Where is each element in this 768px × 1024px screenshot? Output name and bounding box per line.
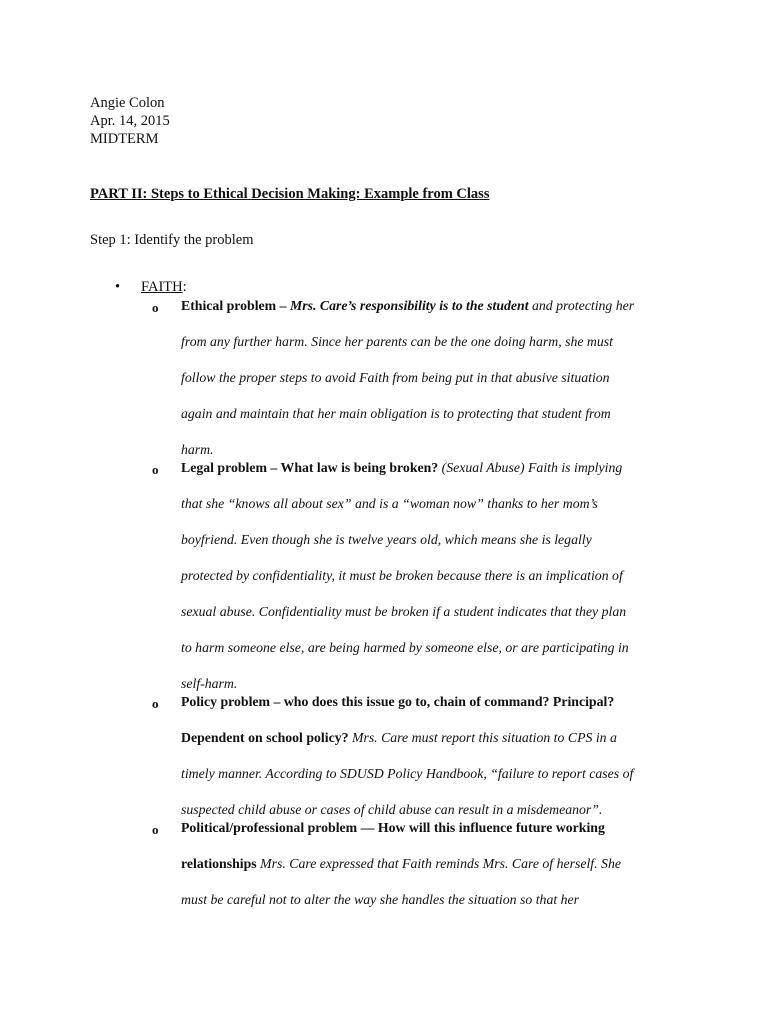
bullet-dot-icon: • (115, 279, 121, 295)
text-line (181, 694, 614, 710)
text-line (181, 676, 237, 692)
item-marker: o (152, 300, 159, 315)
text-segment: self-harm. (181, 676, 238, 691)
text-line (181, 640, 629, 656)
text-segment: sexual abuse. Confidentiality must be broken if a student indicates that they plan (181, 604, 627, 619)
text-line (181, 730, 617, 746)
author-name: Angie Colon (90, 95, 165, 111)
problem-item-ethical (152, 298, 712, 458)
text-line (181, 334, 613, 350)
text-line (181, 892, 579, 908)
text-line (181, 802, 602, 818)
text-segment: that she “knows all about sex” and is a “woman now” thanks to her mom’s (181, 496, 598, 511)
text-segment: from any further harm. Since her parents can be the one doing harm, she must (181, 334, 613, 349)
text-segment: again and maintain that her main obligation is to protecting that student from (181, 406, 611, 421)
text-segment: to harm someone else, are being harmed by someone else, or are participating in (181, 640, 629, 655)
text-line (181, 568, 623, 584)
document-date: Apr. 14, 2015 (90, 113, 170, 129)
part-heading: PART II: Steps to Ethical Decision Making: Example from Class (90, 186, 490, 202)
bullet-label: FAITH (141, 279, 183, 295)
item-marker: o (152, 462, 159, 477)
text-segment: follow the proper steps to avoid Faith from being put in that abusive situation (181, 370, 610, 385)
text-line (181, 298, 634, 314)
text-segment: Ethical problem – (181, 298, 290, 313)
text-segment: (Sexual Abuse) Faith is implying (441, 460, 623, 475)
text-segment: Mrs. Care expressed that Faith reminds Mrs. Care of herself. She (260, 856, 621, 871)
text-segment: protected by confidentiality, it must be broken because there is an implication of (181, 568, 623, 583)
text-segment: Mrs. Care’s responsibility is to the student (289, 298, 529, 313)
text-segment: Policy problem – who does this issue go to, chain of command? Principal? (181, 694, 615, 709)
text-line (181, 766, 633, 782)
text-segment: must be careful not to alter the way she handles the situation so that her (181, 892, 580, 907)
problem-item-legal (152, 460, 712, 692)
problem-item-policy (152, 694, 712, 818)
text-segment: relationships (181, 856, 261, 871)
text-line (181, 820, 605, 836)
text-line (181, 496, 598, 512)
item-marker: o (152, 696, 159, 711)
text-segment: Mrs. Care must report this situation to CPS in a (351, 730, 617, 745)
text-segment: Political/professional problem — How will this influence future working (181, 820, 605, 835)
text-line (181, 532, 592, 548)
text-segment: and protecting her (528, 298, 635, 313)
text-line (181, 370, 610, 386)
text-segment: Legal problem – What law is being broken? (181, 460, 442, 475)
problem-item-political (152, 820, 712, 930)
text-line (181, 460, 622, 476)
text-segment: suspected child abuse or cases of child abuse can result in a misdemeanor”. (181, 802, 603, 817)
text-line (181, 604, 626, 620)
text-segment: harm. (181, 442, 214, 457)
bullet-suffix: : (182, 279, 187, 295)
step-heading: Step 1: Identify the problem (90, 232, 254, 248)
text-segment: boyfriend. Even though she is twelve years old, which means she is legally (181, 532, 592, 547)
bullet-faith (115, 279, 187, 296)
text-line (181, 442, 214, 458)
item-marker: o (152, 822, 159, 837)
text-line (181, 856, 621, 872)
text-segment: timely manner. According to SDUSD Policy Handbook, “failure to report cases of (181, 766, 634, 781)
text-segment: Dependent on school policy? (181, 730, 352, 745)
text-line (181, 406, 611, 422)
document-title: MIDTERM (90, 131, 159, 147)
